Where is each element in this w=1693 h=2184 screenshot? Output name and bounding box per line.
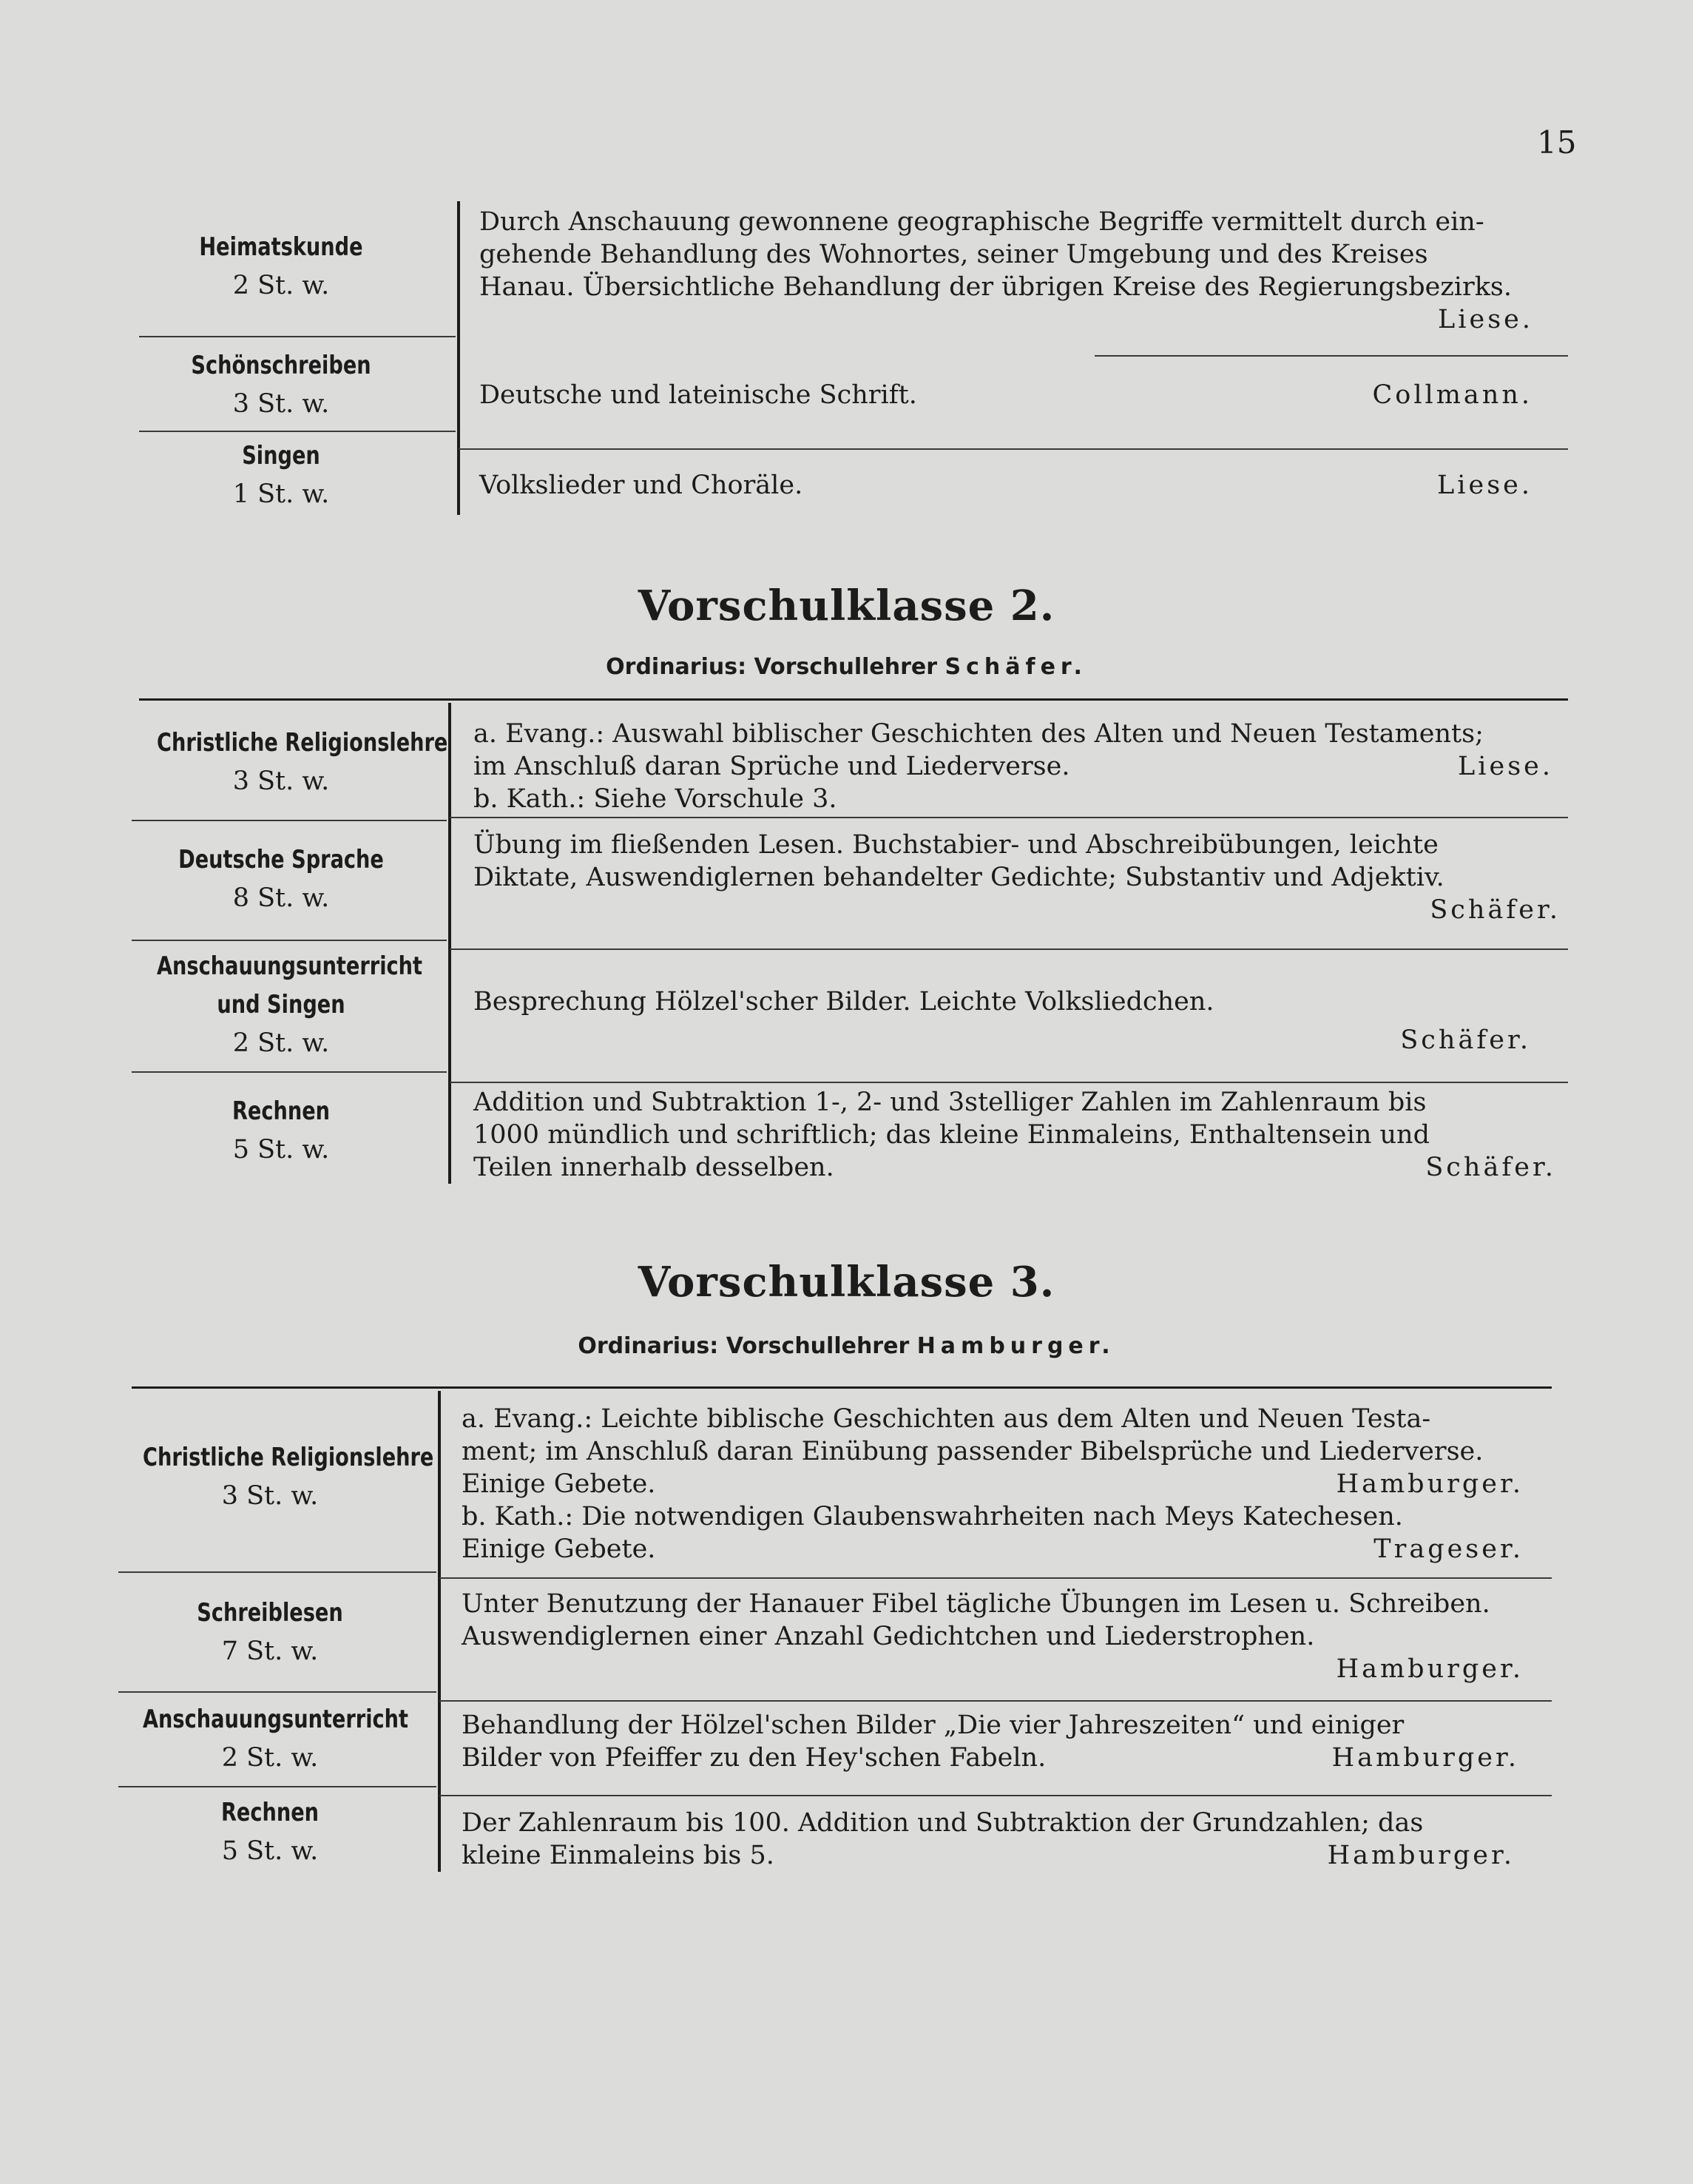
subject-deutsche-sprache: [126, 840, 436, 917]
content-line: Addition und Subtraktion 1-, 2- und 3stelliger Zahlen im Zahlenraum bis: [473, 1088, 1427, 1117]
table-top-rule: [132, 1386, 1552, 1389]
teacher-name: Schäfer.: [1425, 1153, 1556, 1182]
ordinarius-name: Schäfer.: [945, 654, 1087, 680]
subject-hours: 8 St. w.: [232, 883, 330, 913]
ordinarius-line: [0, 1333, 1693, 1359]
teacher-name: Liese.: [1437, 471, 1533, 500]
subject-singen: [133, 437, 429, 513]
content-schoenschreiben: [479, 379, 1533, 411]
column-divider: [457, 201, 460, 515]
content-line: kleine Einmaleins bis 5.: [462, 1841, 774, 1870]
subject-name: Rechnen: [232, 1096, 331, 1126]
ordinarius-name: Hamburger.: [916, 1333, 1115, 1359]
content-singen: [479, 469, 1533, 502]
teacher-name: Schäfer.: [1400, 1025, 1531, 1055]
subject-hours: 3 St. w.: [232, 766, 330, 796]
subject-religion: [126, 724, 448, 801]
subject-hours: 5 St. w.: [221, 1836, 319, 1866]
content-religion: [462, 1403, 1549, 1565]
teacher-name: Trageser.: [1373, 1534, 1524, 1564]
row-divider: [459, 448, 1568, 450]
content-line: im Anschluß daran Sprüche und Liederverse.: [473, 752, 1070, 781]
subject-hours: 2 St. w.: [232, 271, 330, 300]
teacher-name: Hamburger.: [1336, 1469, 1524, 1499]
teacher-name: Schäfer.: [1430, 895, 1561, 925]
content-line: Bilder von Pfeiffer zu den Hey'schen Fabeln.: [462, 1743, 1047, 1773]
content-line: Übung im fließenden Lesen. Buchstabier- und Abschreibübungen, leichte: [473, 830, 1439, 860]
content-line: gehende Behandlung des Wohnortes, seiner Umgebung und des Kreises: [479, 240, 1428, 269]
content-line: Unter Benutzung der Hanauer Fibel tägliche Übungen im Lesen u. Schreiben.: [462, 1589, 1490, 1619]
subject-hours: 3 St. w.: [232, 389, 330, 419]
subject-hours: 5 St. w.: [232, 1135, 330, 1165]
subject-name: Singen: [242, 441, 320, 471]
content-line: Teilen innerhalb desselben.: [473, 1153, 834, 1182]
teacher-name: Liese.: [1438, 305, 1533, 334]
row-divider: [439, 1577, 1552, 1579]
content-line: 1000 mündlich und schriftlich; das kleine Einmaleins, Enthaltensein und: [473, 1120, 1430, 1150]
subject-name: Anschauungsunterricht: [157, 951, 423, 981]
subject-schreiblesen: [111, 1594, 429, 1671]
content-anschauungsunterricht-singen: [473, 983, 1561, 1059]
teacher-name: Collmann.: [1372, 380, 1533, 410]
row-divider: [439, 1700, 1552, 1702]
ordinarius-label: Ordinarius: Vorschullehrer: [606, 654, 938, 680]
subject-hours: 1 St. w.: [232, 479, 330, 509]
content-line: Volkslieder und Choräle.: [479, 471, 803, 500]
content-line: Auswendiglernen einer Anzahl Gedichtchen und Liederstrophen.: [462, 1622, 1315, 1651]
subject-name: Rechnen: [220, 1798, 320, 1827]
teacher-name: Hamburger.: [1327, 1841, 1515, 1870]
row-divider: [450, 948, 1568, 950]
subject-rechnen: [126, 1092, 436, 1169]
teacher-name: Hamburger.: [1336, 1654, 1524, 1684]
subject-schoenschreiben: [133, 346, 429, 423]
row-divider: [139, 431, 456, 432]
subject-anschauungsunterricht: [111, 1700, 429, 1777]
content-line: b. Kath.: Die notwendigen Glaubenswahrheiten nach Meys Katechesen.: [462, 1502, 1403, 1531]
ordinarius-label: Ordinarius: Vorschullehrer: [578, 1333, 910, 1359]
subject-hours: 7 St. w.: [221, 1637, 319, 1666]
subject-name: Heimatskunde: [199, 232, 363, 262]
content-line: a. Evang.: Leichte biblische Geschichten aus dem Alten und Neuen Testa-: [462, 1404, 1431, 1434]
subject-hours: 2 St. w.: [232, 1028, 330, 1058]
content-anschauungsunterricht: [462, 1709, 1549, 1774]
subject-hours: 3 St. w.: [221, 1481, 319, 1511]
row-divider: [1095, 355, 1568, 357]
subject-name: Christliche Religionslehre: [157, 728, 448, 758]
content-line: a. Evang.: Auswahl biblischer Geschichten des Alten und Neuen Testaments;: [473, 719, 1484, 749]
page-number: 15: [1537, 124, 1577, 161]
row-divider: [439, 1795, 1552, 1796]
table-top-rule: [139, 698, 1568, 701]
content-deutsche-sprache: [473, 829, 1561, 926]
content-line: Diktate, Auswendiglernen behandelter Gedichte; Substantiv und Adjektiv.: [473, 863, 1444, 892]
row-divider: [118, 1571, 436, 1573]
content-line: Besprechung Hölzel'scher Bilder. Leichte Volksliedchen.: [473, 987, 1214, 1017]
subject-anschauungsunterricht-singen: [126, 947, 436, 1062]
row-divider: [139, 336, 456, 337]
content-rechnen: [473, 1086, 1561, 1184]
row-divider: [132, 1071, 447, 1073]
content-line: Hanau. Übersichtliche Behandlung der übrigen Kreise des Regierungsbezirks.: [479, 272, 1513, 302]
row-divider: [132, 940, 447, 941]
subject-name: Schreiblesen: [197, 1598, 343, 1628]
row-divider: [450, 1082, 1568, 1083]
content-line: Einige Gebete.: [462, 1469, 656, 1499]
row-divider: [118, 1786, 436, 1787]
teacher-name: Hamburger.: [1331, 1743, 1519, 1773]
content-religion: [473, 718, 1561, 815]
content-line: Deutsche und lateinische Schrift.: [479, 380, 917, 410]
content-line: ment; im Anschluß daran Einübung passender Bibelsprüche und Liederverse.: [462, 1437, 1484, 1466]
column-divider: [448, 703, 451, 1184]
row-divider: [118, 1691, 436, 1693]
ordinarius-line: [0, 654, 1693, 680]
section-heading-vorschulklasse-3: Vorschulklasse 3.: [638, 1258, 1055, 1307]
subject-name: Schönschreiben: [191, 351, 371, 380]
subject-heimatskunde: [133, 228, 429, 305]
subject-religion: [111, 1438, 434, 1515]
content-schreiblesen: [462, 1588, 1549, 1685]
subject-name: Deutsche Sprache: [178, 845, 384, 874]
content-line: b. Kath.: Siehe Vorschule 3.: [473, 784, 837, 814]
subject-hours: 2 St. w.: [221, 1743, 319, 1773]
section-heading-vorschulklasse-2: Vorschulklasse 2.: [638, 582, 1055, 630]
content-rechnen: [462, 1807, 1549, 1872]
row-divider: [132, 820, 447, 821]
row-divider: [450, 817, 1568, 818]
content-line: Einige Gebete.: [462, 1534, 656, 1564]
column-divider: [438, 1391, 441, 1872]
subject-name-line-2: und Singen: [217, 990, 345, 1019]
subject-name: Anschauungsunterricht: [143, 1705, 409, 1734]
content-line: Behandlung der Hölzel'schen Bilder „Die vier Jahreszeiten“ und einiger: [462, 1711, 1405, 1740]
content-heimatskunde: [479, 206, 1567, 336]
subject-rechnen: [111, 1793, 429, 1870]
teacher-name: Liese.: [1458, 752, 1553, 781]
subject-name: Christliche Religionslehre: [143, 1443, 434, 1472]
content-line: Der Zahlenraum bis 100. Addition und Subtraktion der Grundzahlen; das: [462, 1808, 1424, 1838]
content-line: Durch Anschauung gewonnene geographische Begriffe vermittelt durch ein-: [479, 207, 1484, 237]
